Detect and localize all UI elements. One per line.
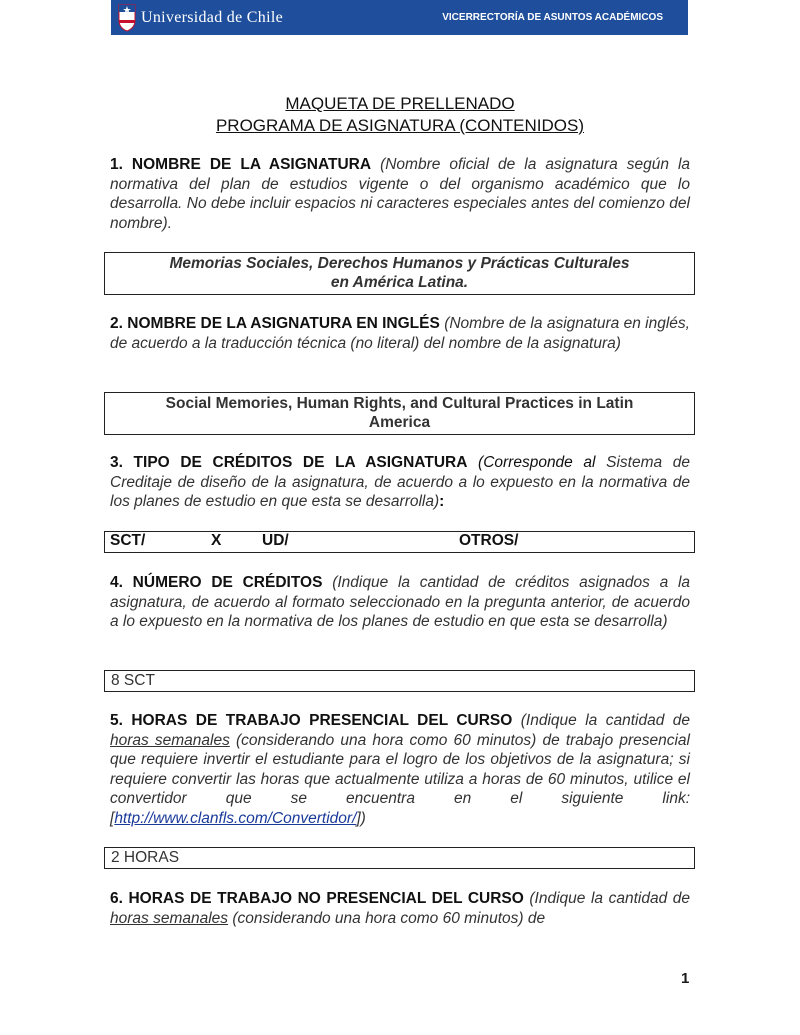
doc-title-line2: PROGRAMA DE ASIGNATURA (CONTENIDOS) — [215, 116, 585, 135]
section-4-heading: 4. NÚMERO DE CRÉDITOS — [110, 574, 323, 591]
section-5 — [110, 711, 690, 828]
answer-box-credits — [104, 670, 695, 692]
answer-course-name-line1: Memorias Sociales, Derechos Humanos y Prácticas Culturales — [169, 255, 630, 272]
answer-english-name-line2: America — [368, 414, 431, 431]
answer-course-name-line2: en América Latina. — [330, 274, 469, 291]
section-5-description-c: ]) — [356, 809, 366, 827]
university-crest-icon — [117, 2, 137, 32]
section-1-description: (Nombre oficial de la asignatura según la normativa del plan de estudios vigente o del organismo académico que lo desarrolla. No debe incluir espacios ni caracteres especiales antes del comienzo del nombre). — [110, 156, 691, 232]
answer-box-english-name — [104, 392, 695, 435]
vicerrectoria-label: VICERRECTORÍA DE ASUNTOS ACADÉMICOS — [442, 12, 663, 23]
section-6 — [110, 889, 690, 928]
answer-credits: 8 SCT — [111, 672, 155, 689]
section-5-heading: 5. HORAS DE TRABAJO PRESENCIAL DEL CURSO — [110, 712, 513, 729]
section-3 — [110, 453, 690, 512]
page-number: 1 — [681, 970, 690, 987]
section-2-description: (Nombre de la asignatura en inglés, de acuerdo a la traducción técnica (no literal) del nombre de la asignatura) — [110, 315, 690, 352]
section-5-description-b: (considerando una hora como 60 minutos) de trabajo presencial que requiere invertir el estudiante para el logro de los objetivos de la asignatura; si requiere convertir las horas que actualmente utiliza a horas de 60 minutos, utilice el convertidor que se encuentra en el siguiente link: [ — [110, 731, 690, 827]
answer-box-course-name — [104, 252, 695, 295]
section-1-heading: 1. NOMBRE DE LA ASIGNATURA — [110, 156, 372, 173]
credit-type-selected-mark: X — [211, 532, 222, 549]
credits-type-box — [104, 531, 695, 553]
section-6-weekly-hours: horas semanales — [110, 909, 229, 927]
section-4 — [110, 573, 690, 632]
doc-title-line1: MAQUETA DE PRELLENADO — [285, 94, 515, 113]
page-header — [111, 0, 688, 35]
credit-type-otros: OTROS/ — [459, 532, 519, 549]
section-4-description: (Indique la cantidad de créditos asignados a la asignatura, de acuerdo al formato seleccionado en la pregunta anterior, de acuerdo a lo expuesto en la normativa de los planes de estudio en que esta se desarrolla) — [110, 574, 691, 630]
credit-type-ud: UD/ — [262, 532, 289, 549]
section-3-heading: 3. TIPO DE CRÉDITOS DE LA ASIGNATURA — [110, 454, 468, 471]
section-3-colon: : — [439, 493, 445, 510]
university-name: Universidad de Chile — [141, 9, 283, 26]
answer-english-name-line1: Social Memories, Human Rights, and Cultural Practices in Latin — [165, 395, 634, 412]
section-6-description-b: (considerando una hora como 60 minutos) de — [232, 909, 546, 927]
converter-link[interactable]: http://www.clanfls.com/Convertidor/ — [114, 809, 357, 827]
section-3-description-b: Sistema de Creditaje de diseño de la asignatura, de acuerdo a lo expuesto en la normativa de los planes de estudio en que esta se desarrolla) — [110, 454, 690, 510]
section-2 — [110, 314, 690, 353]
section-5-weekly-hours: horas semanales — [110, 731, 230, 749]
section-2-heading: 2. NOMBRE DE LA ASIGNATURA EN INGLÉS — [110, 315, 440, 332]
answer-box-presential-hours — [104, 847, 695, 869]
section-1 — [110, 155, 690, 233]
section-3-description-a: (Corresponde al — [478, 454, 596, 471]
credit-type-sct: SCT/ — [110, 532, 146, 549]
section-6-heading: 6. HORAS DE TRABAJO NO PRESENCIAL DEL CURSO — [110, 890, 524, 907]
section-6-description-a: (Indique la cantidad de — [529, 890, 690, 907]
section-5-description-a: (Indique la cantidad de — [520, 712, 691, 729]
answer-presential-hours: 2 HORAS — [111, 849, 180, 866]
